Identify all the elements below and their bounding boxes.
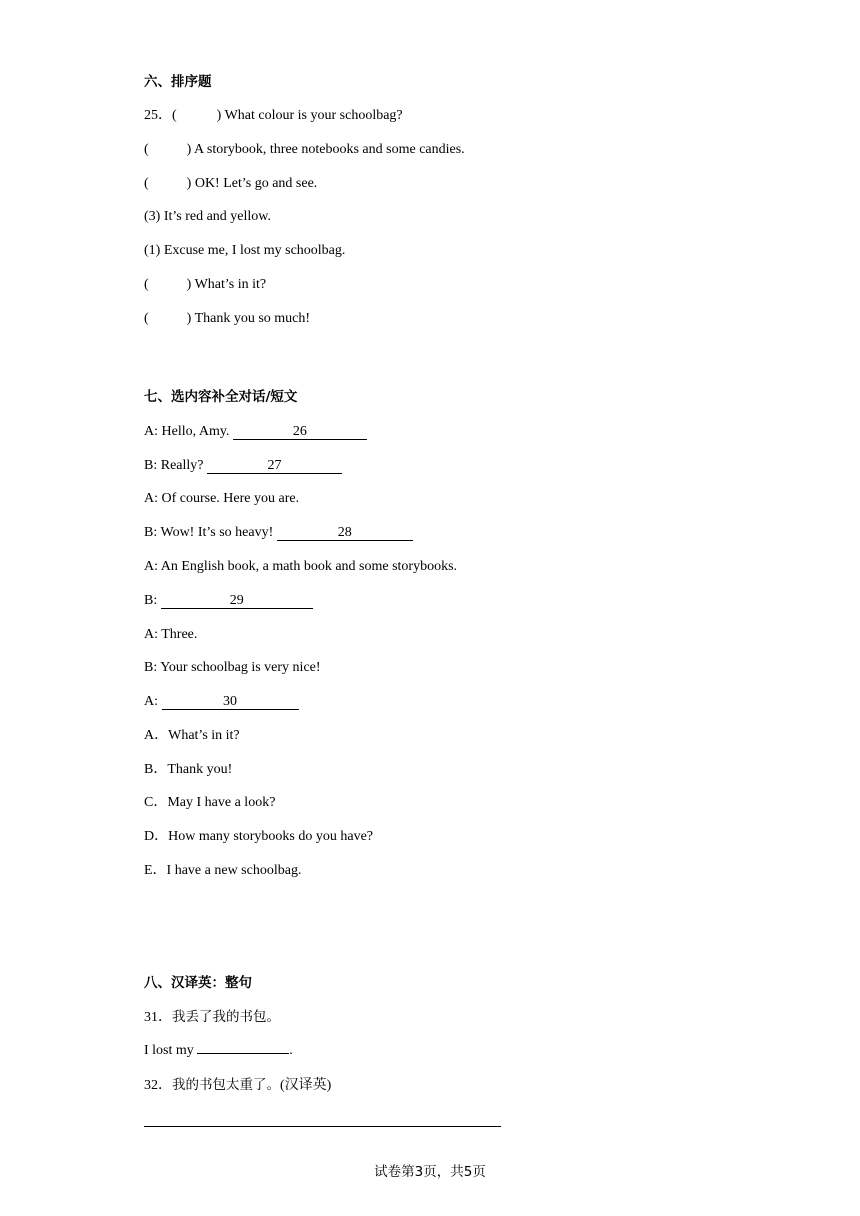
ordering-item: ( ) Thank you so much!: [144, 311, 311, 326]
section6-heading: 六、排序题: [144, 74, 212, 90]
dialogue-line: B: 29: [144, 592, 313, 610]
answer-blank-31[interactable]: [197, 1053, 289, 1054]
dialogue-line: A: An English book, a math book and some storybooks.: [144, 559, 458, 574]
question-25: 25．( ) What colour is your schoolbag?: [144, 108, 403, 123]
blank-27[interactable]: 27: [207, 458, 342, 474]
dialogue-line: B: Wow! It’s so heavy! 28: [144, 524, 413, 542]
dialogue-line: A: Of course. Here you are.: [144, 491, 300, 506]
blank-29[interactable]: 29: [161, 593, 313, 609]
ordering-item: ( ) OK! Let’s go and see.: [144, 176, 318, 191]
question-25-text: ) What colour is your schoolbag?: [216, 108, 403, 123]
ordering-item: ( ) What’s in it?: [144, 277, 267, 292]
dialogue-line: B: Your schoolbag is very nice!: [144, 660, 321, 675]
section7-heading: 七、选内容补全对话/短文: [144, 389, 298, 405]
answer-line-32[interactable]: [144, 1126, 501, 1127]
blank-26[interactable]: 26: [233, 424, 367, 440]
dialogue-line: A: Three.: [144, 627, 198, 642]
ordering-item: (3) It’s red and yellow.: [144, 209, 271, 224]
question-31: 31．我丢了我的书包。: [144, 1009, 280, 1025]
ordering-item: (1) Excuse me, I lost my schoolbag.: [144, 243, 346, 258]
ordering-item: ( ) A storybook, three notebooks and some candies.: [144, 142, 465, 157]
question-31-answer: I lost my .: [144, 1043, 293, 1058]
dialogue-line: B: Really? 27: [144, 457, 342, 475]
option-b: B．Thank you!: [144, 762, 233, 777]
blank-28[interactable]: 28: [277, 525, 413, 541]
blank-30[interactable]: 30: [162, 694, 299, 710]
option-a: A．What’s in it?: [144, 728, 240, 743]
question-31-text: 我丢了我的书包。: [172, 1009, 280, 1025]
dialogue-line: A: Hello, Amy. 26: [144, 423, 367, 441]
section8-heading: 八、汉译英：整句: [144, 975, 252, 991]
option-d: D．How many storybooks do you have?: [144, 829, 374, 844]
dialogue-line: A: 30: [144, 693, 299, 711]
option-e: E．I have a new schoolbag.: [144, 863, 302, 878]
question-32-text: 我的书包太重了。: [172, 1077, 280, 1093]
question-25-number: 25．: [144, 108, 172, 123]
page-footer: 试卷第3页，共5页: [374, 1164, 486, 1180]
question-32: 32．我的书包太重了。(汉译英): [144, 1077, 332, 1093]
question-32-note: (汉译英): [280, 1078, 332, 1093]
option-c: C．May I have a look?: [144, 795, 276, 810]
